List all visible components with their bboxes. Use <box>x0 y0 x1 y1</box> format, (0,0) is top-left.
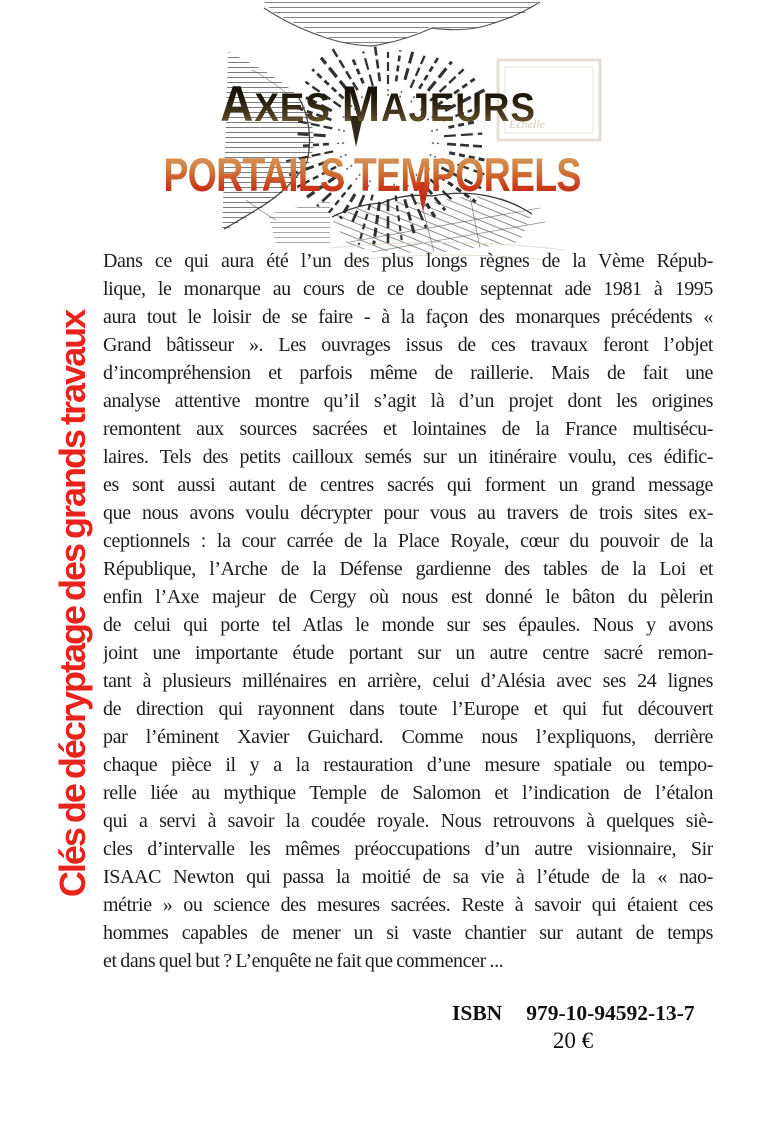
text-line: de direction qui rayonnent dans toute l’Europe et qui fut découvert <box>103 698 713 720</box>
text-line: es sont aussi autant de centres sacrés qui forment un grand message <box>103 474 713 496</box>
text-line: République, l’Arche de la Défense gardienne des tables de la Loi et <box>103 558 713 580</box>
text-line: enfin l’Axe majeur de Cergy où nous est donné le bâton du pèlerin <box>103 586 713 608</box>
coastline-lower <box>268 200 330 246</box>
text-line: ISAAC Newton qui passa la moitié de sa vie à l’étude de la « nao- <box>103 866 713 888</box>
title-word: MAJEURS <box>341 76 536 132</box>
text-line: par l’éminent Xavier Guichard. Comme nous l’expliquons, derrière <box>103 726 713 748</box>
text-line: ceptionnels : la cour carrée de la Place Royale, cœur du pouvoir de la <box>103 530 713 552</box>
isbn-row <box>452 1000 694 1026</box>
text-line: cles d’intervalle les mêmes préoccupations d’un autre visionnaire, Sir <box>103 838 713 860</box>
text-line: que nous avons voulu décrypter pour vous au travers de trois sites ex- <box>103 502 713 524</box>
text-line: de celui qui porte tel Atlas le monde sur ses épaules. Nous y avons <box>103 614 713 636</box>
text-line: analyse attentive montre qu’il s’agit là d’un projet dont les origines <box>103 390 713 412</box>
text-line: aura tout le loisir de se faire - à la façon des monarques précédents « <box>103 306 713 328</box>
back-cover-text <box>103 247 713 975</box>
isbn-block <box>452 1000 694 1054</box>
text-line: chaque pièce il y a la restauration d’une mesure spatiale ou tempo- <box>103 754 713 776</box>
coastline-top <box>262 0 540 47</box>
text-line: Dans ce qui aura été l’un des plus longs règnes de la Vème Répub- <box>103 250 713 272</box>
price: 20 € <box>552 1028 594 1053</box>
text-line: et dans quel but ? L’enquête ne fait que commencer ... <box>103 950 504 972</box>
text-line: relle liée au mythique Temple de Salomon et l’indication de l’étalon <box>103 782 713 804</box>
text-line: hommes capables de mener un si vaste chantier sur autant de temps <box>103 922 713 944</box>
text-line: remontent aux sources sacrées et lointaines de la France multisécu- <box>103 418 713 440</box>
text-line: d’incompréhension et parfois même de raillerie. Mais de fait une <box>103 362 713 384</box>
text-line: lique, le monarque au cours de ce double septennat ade 1981 à 1995 <box>103 278 713 300</box>
isbn-label: ISBN <box>452 1001 503 1025</box>
spine-tagline: Clés de décryptage des grands travaux <box>52 310 93 898</box>
text-line: joint une importante étude portant sur un autre centre sacré remon- <box>103 642 713 664</box>
title-word: AXES <box>220 76 331 132</box>
title-portails-temporels: PORTAILS TEMPORELS <box>62 151 683 198</box>
text-line: métrie » ou science des mesures sacrées. Reste à savoir qui étaient ces <box>103 894 713 916</box>
title-axes-majeurs <box>21 76 735 132</box>
text-line: Grand bâtisseur ». Les ouvrages issus de ces travaux feront l’objet <box>103 334 713 356</box>
text-line: qui a servi à savoir la coudée royale. Nous retrouvons à quelques siè- <box>103 810 713 832</box>
isbn-number: 979-10-94592-13-7 <box>526 1001 695 1025</box>
text-line: tant à plusieurs millénaires en arrière, celui d’Alésia avec ses 24 lignes <box>103 670 713 692</box>
map-engraving-illustration <box>0 0 776 280</box>
text-line: laires. Tels des petits cailloux semés sur un itinéraire voulu, ces édific- <box>103 446 713 468</box>
